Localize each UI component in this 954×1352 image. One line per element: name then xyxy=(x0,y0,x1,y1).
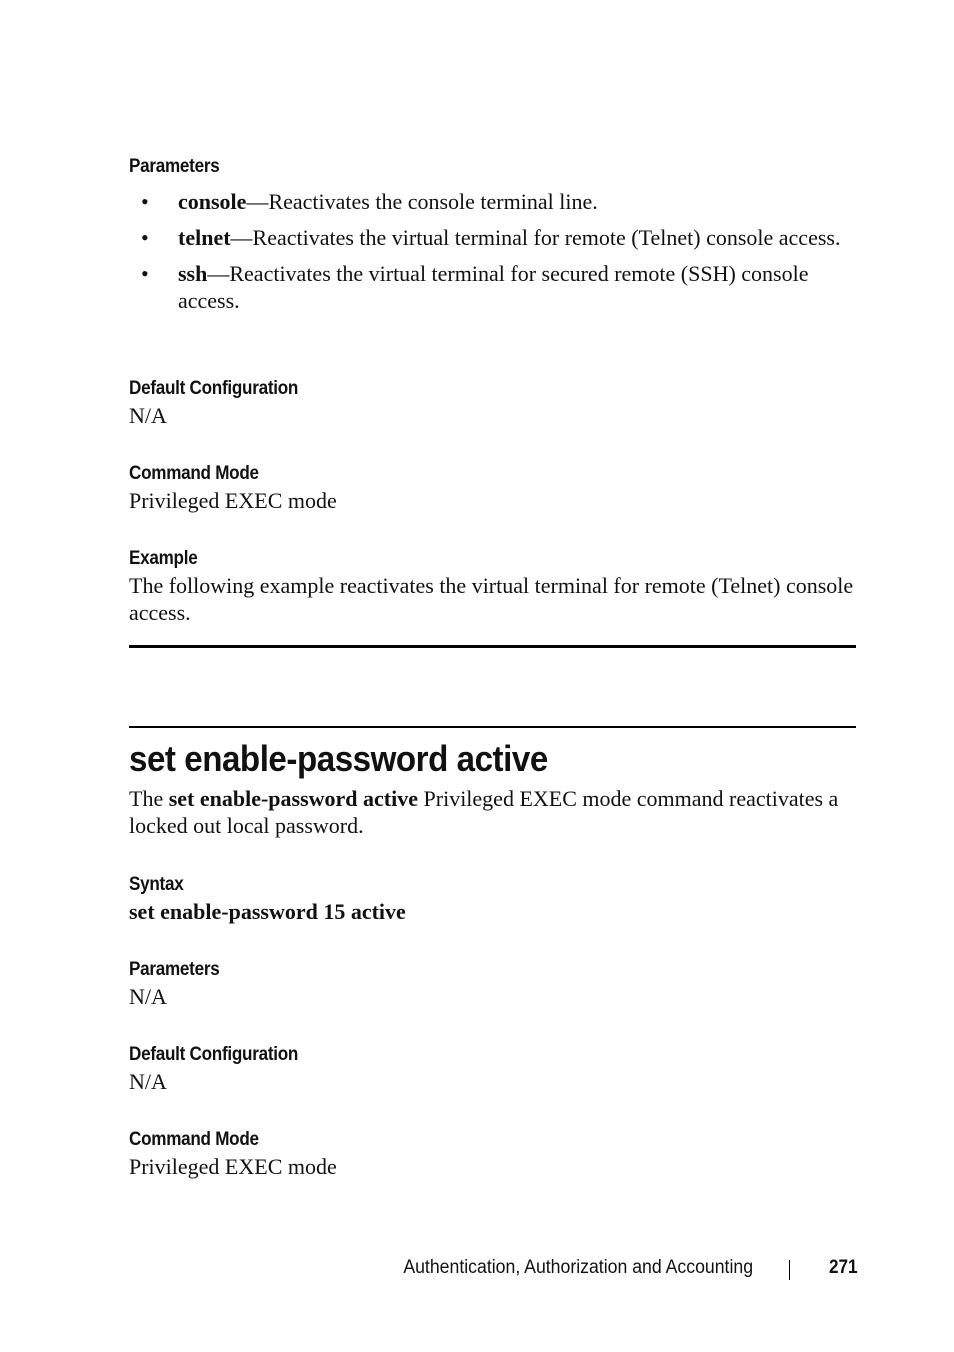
intro-command: set enable-password active xyxy=(168,786,419,811)
parameters-heading: Parameters xyxy=(129,959,220,980)
default-configuration-heading: Default Configuration xyxy=(129,378,299,399)
parameters-value: N/A xyxy=(129,984,167,1009)
section-start-rule xyxy=(129,726,856,728)
parameter-description: —Reactivates the virtual terminal for remote (Telnet) console access. xyxy=(230,225,841,250)
command-mode-heading: Command Mode xyxy=(129,463,259,484)
command-mode-value: Privileged EXEC mode xyxy=(129,488,337,513)
parameters-list xyxy=(129,188,859,323)
parameter-term: console xyxy=(178,189,247,214)
default-configuration-heading: Default Configuration xyxy=(129,1044,299,1065)
command-mode-value: Privileged EXEC mode xyxy=(129,1154,337,1179)
example-heading: Example xyxy=(129,548,198,569)
command-description xyxy=(129,785,859,839)
section-end-rule xyxy=(129,645,856,648)
intro-suffix: Privileged EXEC mode command reactivates a locked out local password. xyxy=(129,786,839,838)
parameter-term: telnet xyxy=(178,225,231,250)
parameter-description: —Reactivates the console terminal line. xyxy=(246,189,598,214)
footer-separator xyxy=(789,1260,790,1280)
example-text: The following example reactivates the virtual terminal for remote (Telnet) console access. xyxy=(129,573,854,625)
intro-prefix: The xyxy=(129,786,169,811)
parameters-heading: Parameters xyxy=(129,156,220,177)
syntax-heading: Syntax xyxy=(129,874,184,895)
page-title: set enable-password active xyxy=(129,738,548,779)
bullet-icon: • xyxy=(141,189,149,214)
list-item xyxy=(129,188,859,215)
parameter-description: —Reactivates the virtual terminal for secured remote (SSH) console access. xyxy=(178,261,809,313)
bullet-icon: • xyxy=(141,225,149,250)
parameter-term: ssh xyxy=(178,261,208,286)
default-configuration-value: N/A xyxy=(129,403,167,428)
footer-chapter-title: Authentication, Authorization and Accounting xyxy=(403,1257,753,1278)
syntax-value: set enable-password 15 active xyxy=(129,899,406,924)
list-item xyxy=(129,224,859,251)
default-configuration-value: N/A xyxy=(129,1069,167,1094)
page-number: 271 xyxy=(829,1257,858,1278)
bullet-icon: • xyxy=(141,261,149,286)
command-mode-heading: Command Mode xyxy=(129,1129,259,1150)
list-item xyxy=(129,260,859,314)
